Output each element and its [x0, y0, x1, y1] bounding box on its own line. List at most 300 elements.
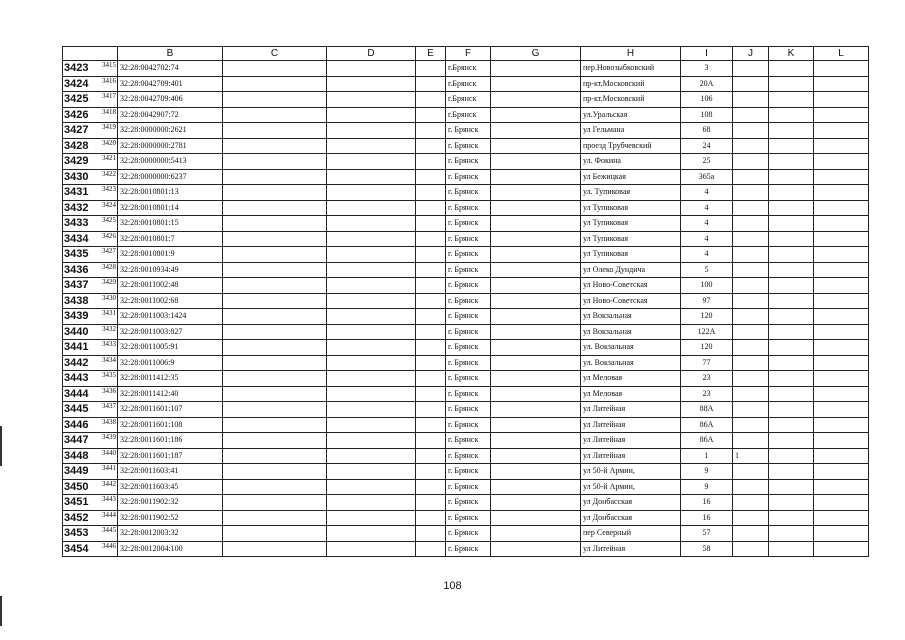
cell-a[interactable]: 3431 [102, 309, 116, 317]
cell-f[interactable]: г. Брянск [446, 479, 491, 495]
cell-j[interactable] [733, 138, 769, 154]
cell-g[interactable] [491, 526, 581, 542]
cell-c[interactable] [223, 386, 327, 402]
cell-g[interactable] [491, 247, 581, 263]
cell-c[interactable] [223, 200, 327, 216]
cell-f[interactable]: г. Брянск [446, 541, 491, 557]
cell-g[interactable] [491, 169, 581, 185]
cell-b[interactable]: 32:28:0000000:2621 [118, 123, 223, 139]
cell-k[interactable] [769, 231, 814, 247]
cell-e[interactable] [416, 231, 446, 247]
cell-b[interactable]: 32:28:0000000:2781 [118, 138, 223, 154]
cell-g[interactable] [491, 154, 581, 170]
cell-h[interactable]: ул.Уральская [581, 107, 681, 123]
cell-c[interactable] [223, 355, 327, 371]
cell-g[interactable] [491, 278, 581, 294]
row-number[interactable] [63, 495, 118, 511]
cell-l[interactable] [814, 169, 869, 185]
cell-k[interactable] [769, 526, 814, 542]
cell-j[interactable] [733, 526, 769, 542]
cell-l[interactable] [814, 138, 869, 154]
cell-l[interactable] [814, 247, 869, 263]
cell-i[interactable]: 4 [681, 185, 733, 201]
cell-f[interactable]: г. Брянск [446, 340, 491, 356]
cell-l[interactable] [814, 185, 869, 201]
cell-k[interactable] [769, 324, 814, 340]
cell-l[interactable] [814, 417, 869, 433]
cell-d[interactable] [327, 231, 416, 247]
cell-e[interactable] [416, 309, 446, 325]
cell-g[interactable] [491, 76, 581, 92]
column-header-corner[interactable] [63, 47, 118, 61]
cell-l[interactable] [814, 278, 869, 294]
cell-a[interactable]: 3429 [102, 278, 116, 286]
cell-f[interactable]: г. Брянск [446, 293, 491, 309]
cell-f[interactable]: г. Брянск [446, 417, 491, 433]
cell-e[interactable] [416, 479, 446, 495]
cell-k[interactable] [769, 510, 814, 526]
cell-c[interactable] [223, 479, 327, 495]
cell-j[interactable] [733, 355, 769, 371]
cell-k[interactable] [769, 107, 814, 123]
cell-l[interactable] [814, 231, 869, 247]
cell-a[interactable]: 3434 [102, 355, 116, 364]
cell-i[interactable]: 120 [681, 340, 733, 356]
cell-i[interactable]: 365а [681, 169, 733, 185]
cell-l[interactable] [814, 355, 869, 371]
cell-e[interactable] [416, 278, 446, 294]
cell-f[interactable]: г. Брянск [446, 216, 491, 232]
cell-c[interactable] [223, 309, 327, 325]
cell-j[interactable] [733, 464, 769, 480]
cell-k[interactable] [769, 293, 814, 309]
cell-h[interactable]: ул Тупиковая [581, 216, 681, 232]
cell-c[interactable] [223, 371, 327, 387]
cell-i[interactable]: 9 [681, 479, 733, 495]
cell-g[interactable] [491, 510, 581, 526]
row-number[interactable] [63, 107, 118, 123]
cell-j[interactable] [733, 247, 769, 263]
cell-g[interactable] [491, 448, 581, 464]
cell-b[interactable]: 32:28:0011601:107 [118, 402, 223, 418]
cell-c[interactable] [223, 231, 327, 247]
cell-c[interactable] [223, 510, 327, 526]
cell-f[interactable]: г. Брянск [446, 278, 491, 294]
cell-k[interactable] [769, 185, 814, 201]
cell-h[interactable]: ул Литейная [581, 448, 681, 464]
cell-d[interactable] [327, 76, 416, 92]
cell-d[interactable] [327, 216, 416, 232]
cell-f[interactable]: г.Брянск [446, 92, 491, 108]
cell-f[interactable]: г. Брянск [446, 386, 491, 402]
cell-a[interactable]: 3427 [102, 247, 116, 255]
row-number[interactable] [63, 340, 118, 356]
cell-d[interactable] [327, 169, 416, 185]
cell-h[interactable]: ул Тупиковая [581, 231, 681, 247]
cell-b[interactable]: 32:28:0010801:13 [118, 185, 223, 201]
cell-e[interactable] [416, 402, 446, 418]
cell-b[interactable]: 32:28:0042709:406 [118, 92, 223, 108]
cell-j[interactable] [733, 76, 769, 92]
column-header-i[interactable]: I [681, 47, 733, 61]
cell-g[interactable] [491, 216, 581, 232]
cell-a[interactable]: 3428 [102, 262, 116, 271]
cell-f[interactable]: г. Брянск [446, 262, 491, 278]
cell-f[interactable]: г.Брянск [446, 61, 491, 77]
row-number[interactable] [63, 371, 118, 387]
cell-i[interactable]: 4 [681, 231, 733, 247]
cell-h[interactable]: ул Тупиковая [581, 200, 681, 216]
cell-l[interactable] [814, 154, 869, 170]
cell-f[interactable]: г. Брянск [446, 154, 491, 170]
cell-k[interactable] [769, 138, 814, 154]
cell-b[interactable]: 32:28:0011003:1424 [118, 309, 223, 325]
cell-h[interactable]: ул Ново-Советская [581, 278, 681, 294]
cell-l[interactable] [814, 464, 869, 480]
cell-k[interactable] [769, 541, 814, 557]
cell-l[interactable] [814, 309, 869, 325]
cell-e[interactable] [416, 448, 446, 464]
cell-i[interactable]: 23 [681, 371, 733, 387]
cell-j[interactable] [733, 92, 769, 108]
cell-e[interactable] [416, 510, 446, 526]
cell-k[interactable] [769, 154, 814, 170]
cell-g[interactable] [491, 495, 581, 511]
cell-e[interactable] [416, 185, 446, 201]
cell-d[interactable] [327, 386, 416, 402]
row-number[interactable] [63, 247, 118, 263]
cell-g[interactable] [491, 479, 581, 495]
cell-l[interactable] [814, 216, 869, 232]
cell-l[interactable] [814, 200, 869, 216]
cell-a[interactable]: 3442 [102, 479, 116, 488]
cell-b[interactable]: 32:28:0011002:48 [118, 278, 223, 294]
cell-k[interactable] [769, 495, 814, 511]
cell-k[interactable] [769, 309, 814, 325]
cell-b[interactable]: 32:28:0042709:401 [118, 76, 223, 92]
cell-c[interactable] [223, 247, 327, 263]
cell-d[interactable] [327, 324, 416, 340]
cell-j[interactable] [733, 293, 769, 309]
cell-f[interactable]: г. Брянск [446, 309, 491, 325]
cell-l[interactable] [814, 76, 869, 92]
cell-f[interactable]: г. Брянск [446, 123, 491, 139]
cell-j[interactable] [733, 510, 769, 526]
cell-a[interactable]: 3433 [102, 340, 116, 348]
cell-j[interactable] [733, 371, 769, 387]
cell-j[interactable] [733, 479, 769, 495]
cell-a[interactable]: 3424 [102, 200, 116, 209]
cell-h[interactable]: ул Меловая [581, 386, 681, 402]
cell-h[interactable]: ул. Тупиковая [581, 185, 681, 201]
row-number[interactable] [63, 138, 118, 154]
cell-e[interactable] [416, 200, 446, 216]
cell-e[interactable] [416, 107, 446, 123]
column-header-h[interactable]: H [581, 47, 681, 61]
cell-c[interactable] [223, 61, 327, 77]
cell-c[interactable] [223, 76, 327, 92]
cell-a[interactable]: 3430 [102, 293, 116, 302]
cell-j[interactable] [733, 216, 769, 232]
cell-c[interactable] [223, 216, 327, 232]
cell-c[interactable] [223, 448, 327, 464]
row-number[interactable] [63, 526, 118, 542]
cell-h[interactable]: пр-кт.Московский [581, 76, 681, 92]
cell-h[interactable]: ул Вокзальная [581, 309, 681, 325]
cell-e[interactable] [416, 495, 446, 511]
column-header-f[interactable]: F [446, 47, 491, 61]
cell-b[interactable]: 32:28:0011003:827 [118, 324, 223, 340]
cell-g[interactable] [491, 386, 581, 402]
cell-j[interactable] [733, 541, 769, 557]
row-number[interactable] [63, 309, 118, 325]
row-number[interactable] [63, 510, 118, 526]
cell-a[interactable]: 3421 [102, 154, 116, 162]
cell-c[interactable] [223, 340, 327, 356]
row-number[interactable] [63, 433, 118, 449]
cell-c[interactable] [223, 262, 327, 278]
cell-e[interactable] [416, 262, 446, 278]
cell-a[interactable]: 3420 [102, 138, 116, 147]
cell-i[interactable]: 4 [681, 216, 733, 232]
cell-c[interactable] [223, 526, 327, 542]
cell-h[interactable]: ул Олеко Дундича [581, 262, 681, 278]
cell-e[interactable] [416, 371, 446, 387]
cell-h[interactable]: ул Литейная [581, 541, 681, 557]
cell-g[interactable] [491, 324, 581, 340]
cell-f[interactable]: г. Брянск [446, 185, 491, 201]
cell-i[interactable]: 23 [681, 386, 733, 402]
cell-c[interactable] [223, 138, 327, 154]
cell-c[interactable] [223, 293, 327, 309]
cell-e[interactable] [416, 417, 446, 433]
cell-k[interactable] [769, 92, 814, 108]
cell-j[interactable] [733, 185, 769, 201]
cell-d[interactable] [327, 479, 416, 495]
cell-f[interactable]: г. Брянск [446, 200, 491, 216]
cell-j[interactable] [733, 169, 769, 185]
row-number[interactable] [63, 448, 118, 464]
cell-f[interactable]: г. Брянск [446, 402, 491, 418]
row-number[interactable] [63, 200, 118, 216]
cell-j[interactable]: 1 [733, 448, 769, 464]
cell-i[interactable]: 108 [681, 107, 733, 123]
cell-i[interactable]: 16 [681, 510, 733, 526]
cell-l[interactable] [814, 479, 869, 495]
cell-f[interactable]: г. Брянск [446, 231, 491, 247]
cell-l[interactable] [814, 510, 869, 526]
cell-d[interactable] [327, 107, 416, 123]
cell-a[interactable]: 3440 [102, 448, 116, 457]
cell-e[interactable] [416, 92, 446, 108]
cell-l[interactable] [814, 402, 869, 418]
cell-d[interactable] [327, 417, 416, 433]
cell-d[interactable] [327, 355, 416, 371]
cell-g[interactable] [491, 231, 581, 247]
cell-a[interactable]: 3435 [102, 371, 116, 379]
cell-e[interactable] [416, 433, 446, 449]
cell-i[interactable]: 122А [681, 324, 733, 340]
cell-k[interactable] [769, 386, 814, 402]
cell-h[interactable]: ул Донбасская [581, 495, 681, 511]
cell-d[interactable] [327, 200, 416, 216]
row-number[interactable] [63, 123, 118, 139]
cell-d[interactable] [327, 371, 416, 387]
cell-l[interactable] [814, 262, 869, 278]
cell-e[interactable] [416, 154, 446, 170]
row-number[interactable] [63, 92, 118, 108]
cell-d[interactable] [327, 464, 416, 480]
cell-h[interactable]: ул 50-й Армии, [581, 479, 681, 495]
cell-l[interactable] [814, 526, 869, 542]
cell-k[interactable] [769, 448, 814, 464]
cell-b[interactable]: 32:28:0011006:9 [118, 355, 223, 371]
cell-b[interactable]: 32:28:0010801:9 [118, 247, 223, 263]
row-number[interactable] [63, 231, 118, 247]
cell-e[interactable] [416, 76, 446, 92]
cell-g[interactable] [491, 185, 581, 201]
cell-a[interactable]: 3416 [102, 76, 116, 85]
cell-a[interactable]: 3444 [102, 510, 116, 519]
cell-h[interactable]: ул 50-й Армии, [581, 464, 681, 480]
cell-a[interactable]: 3437 [102, 402, 116, 410]
cell-f[interactable]: г.Брянск [446, 76, 491, 92]
cell-g[interactable] [491, 293, 581, 309]
cell-h[interactable]: пр-кт.Московский [581, 92, 681, 108]
cell-i[interactable]: 5 [681, 262, 733, 278]
column-header-l[interactable]: L [814, 47, 869, 61]
column-header-b[interactable]: B [118, 47, 223, 61]
cell-b[interactable]: 32:28:0010801:7 [118, 231, 223, 247]
cell-b[interactable]: 32:28:0012003:32 [118, 526, 223, 542]
cell-c[interactable] [223, 324, 327, 340]
cell-i[interactable]: 16 [681, 495, 733, 511]
cell-b[interactable]: 32:28:0011902:52 [118, 510, 223, 526]
cell-b[interactable]: 32:28:0011902:32 [118, 495, 223, 511]
cell-a[interactable]: 3417 [102, 92, 116, 100]
cell-i[interactable]: 88А [681, 402, 733, 418]
cell-k[interactable] [769, 402, 814, 418]
cell-f[interactable]: г. Брянск [446, 355, 491, 371]
cell-j[interactable] [733, 154, 769, 170]
cell-b[interactable]: 32:28:0011412:40 [118, 386, 223, 402]
cell-g[interactable] [491, 541, 581, 557]
cell-d[interactable] [327, 278, 416, 294]
cell-d[interactable] [327, 309, 416, 325]
cell-g[interactable] [491, 107, 581, 123]
cell-j[interactable] [733, 386, 769, 402]
cell-e[interactable] [416, 216, 446, 232]
cell-f[interactable]: г. Брянск [446, 464, 491, 480]
cell-c[interactable] [223, 278, 327, 294]
cell-j[interactable] [733, 309, 769, 325]
cell-i[interactable]: 3 [681, 61, 733, 77]
cell-g[interactable] [491, 123, 581, 139]
cell-e[interactable] [416, 169, 446, 185]
row-number[interactable] [63, 154, 118, 170]
cell-b[interactable]: 32:28:0011412:35 [118, 371, 223, 387]
cell-i[interactable]: 20А [681, 76, 733, 92]
cell-a[interactable]: 3418 [102, 107, 116, 116]
cell-h[interactable]: ул. Вокзальная [581, 355, 681, 371]
cell-e[interactable] [416, 123, 446, 139]
cell-e[interactable] [416, 61, 446, 77]
cell-g[interactable] [491, 92, 581, 108]
cell-a[interactable]: 3422 [102, 169, 116, 178]
cell-h[interactable]: ул Тупиковая [581, 247, 681, 263]
cell-h[interactable]: пер Северный [581, 526, 681, 542]
cell-a[interactable]: 3423 [102, 185, 116, 193]
cell-h[interactable]: ул. Фокина [581, 154, 681, 170]
cell-f[interactable]: г. Брянск [446, 495, 491, 511]
cell-b[interactable]: 32:28:0012004:100 [118, 541, 223, 557]
cell-i[interactable]: 1 [681, 448, 733, 464]
cell-h[interactable]: пер.Новозыбковский [581, 61, 681, 77]
row-number[interactable] [63, 464, 118, 480]
cell-d[interactable] [327, 495, 416, 511]
cell-c[interactable] [223, 169, 327, 185]
cell-b[interactable]: 32:28:0010934:49 [118, 262, 223, 278]
cell-k[interactable] [769, 123, 814, 139]
cell-f[interactable]: г. Брянск [446, 324, 491, 340]
cell-i[interactable]: 77 [681, 355, 733, 371]
cell-c[interactable] [223, 107, 327, 123]
cell-k[interactable] [769, 247, 814, 263]
cell-i[interactable]: 4 [681, 247, 733, 263]
cell-c[interactable] [223, 154, 327, 170]
column-header-k[interactable]: K [769, 47, 814, 61]
cell-e[interactable] [416, 247, 446, 263]
cell-j[interactable] [733, 278, 769, 294]
cell-c[interactable] [223, 541, 327, 557]
row-number[interactable] [63, 185, 118, 201]
cell-f[interactable]: г. Брянск [446, 510, 491, 526]
cell-g[interactable] [491, 371, 581, 387]
cell-f[interactable]: г. Брянск [446, 247, 491, 263]
cell-b[interactable]: 32:28:0042907:72 [118, 107, 223, 123]
cell-e[interactable] [416, 355, 446, 371]
cell-i[interactable]: 120 [681, 309, 733, 325]
cell-d[interactable] [327, 138, 416, 154]
cell-c[interactable] [223, 402, 327, 418]
cell-l[interactable] [814, 123, 869, 139]
cell-k[interactable] [769, 371, 814, 387]
cell-e[interactable] [416, 526, 446, 542]
cell-j[interactable] [733, 200, 769, 216]
column-header-j[interactable]: J [733, 47, 769, 61]
cell-a[interactable]: 3432 [102, 324, 116, 333]
cell-b[interactable]: 32:28:0011601:186 [118, 433, 223, 449]
cell-k[interactable] [769, 417, 814, 433]
cell-j[interactable] [733, 417, 769, 433]
row-number[interactable] [63, 216, 118, 232]
row-number[interactable] [63, 278, 118, 294]
cell-a[interactable]: 3438 [102, 417, 116, 426]
cell-a[interactable]: 3441 [102, 464, 116, 472]
cell-d[interactable] [327, 61, 416, 77]
cell-d[interactable] [327, 541, 416, 557]
cell-e[interactable] [416, 541, 446, 557]
cell-j[interactable] [733, 402, 769, 418]
cell-i[interactable]: 97 [681, 293, 733, 309]
cell-c[interactable] [223, 464, 327, 480]
cell-d[interactable] [327, 154, 416, 170]
cell-a[interactable]: 3446 [102, 541, 116, 550]
cell-b[interactable]: 32:28:0011601:187 [118, 448, 223, 464]
cell-d[interactable] [327, 433, 416, 449]
cell-a[interactable]: 3425 [102, 216, 116, 224]
cell-c[interactable] [223, 92, 327, 108]
